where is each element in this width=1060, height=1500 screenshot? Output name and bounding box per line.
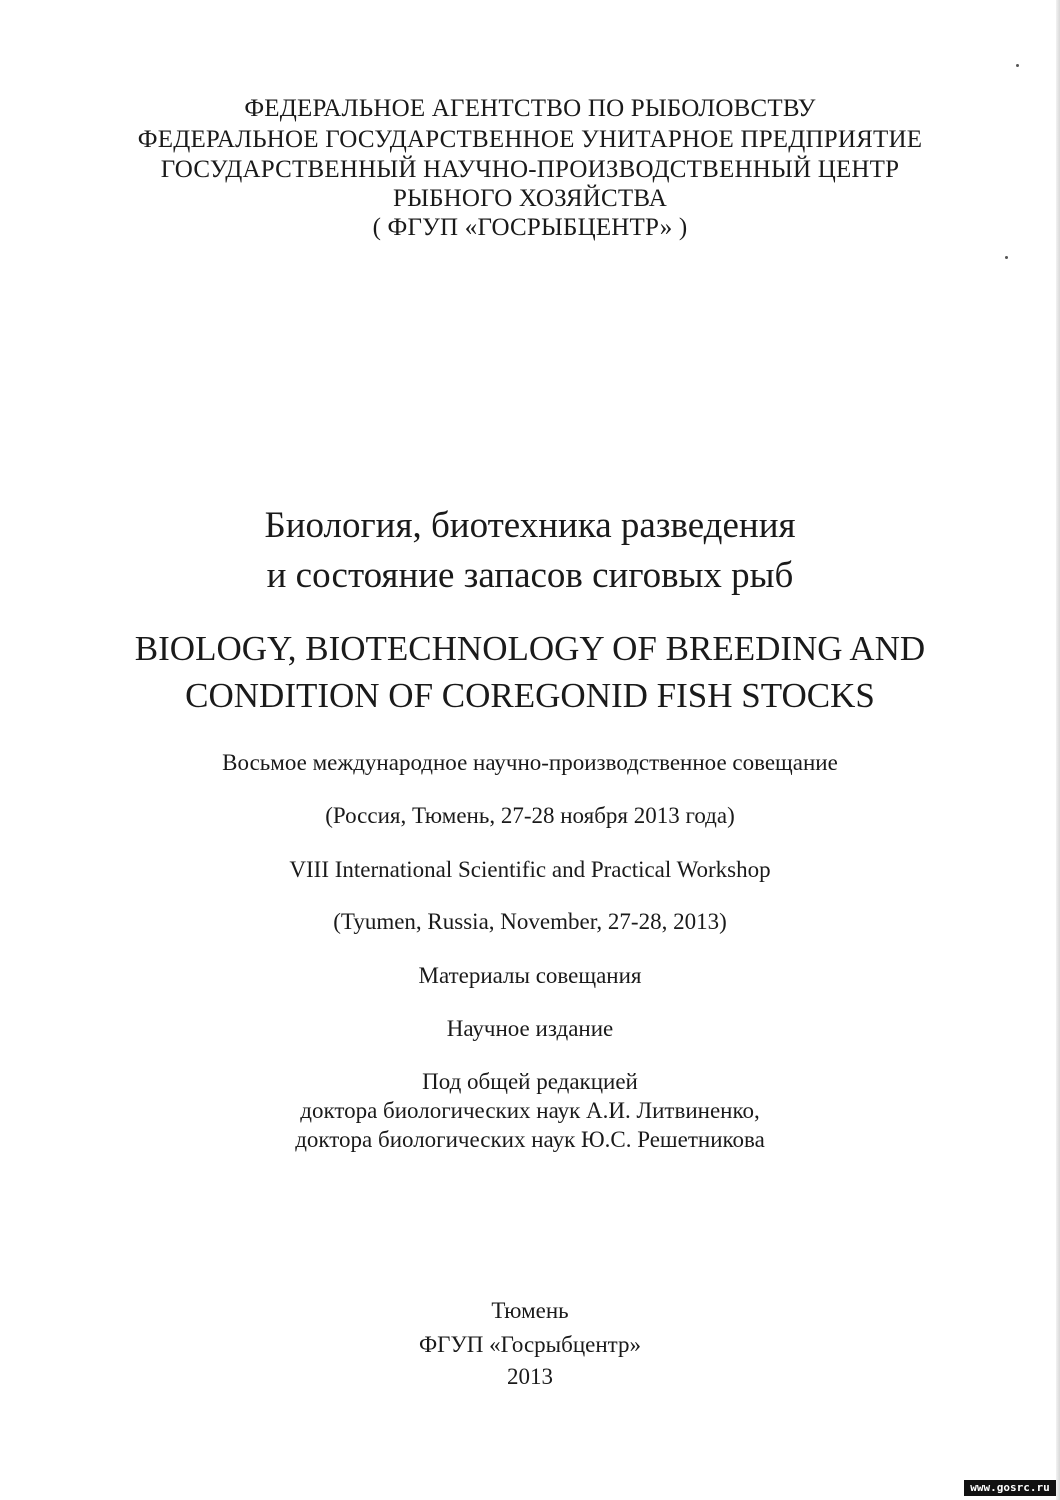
scan-speck xyxy=(1016,64,1019,67)
header-line-agency: ФЕДЕРАЛЬНОЕ АГЕНТСТВО ПО РЫБОЛОВСТВУ xyxy=(244,95,816,122)
header-line-center: ГОСУДАРСТВЕННЫЙ НАУЧНО-ПРОИЗВОДСТВЕННЫЙ ЦЕНТР xyxy=(160,156,900,183)
title-en-line-1: BIOLOGY, BIOTECHNOLOGY OF BREEDING AND xyxy=(134,629,926,668)
title-ru-line-2: и состояние запасов сиговых рыб xyxy=(266,555,794,596)
header-line-enterprise: ФЕДЕРАЛЬНОЕ ГОСУДАРСТВЕННОЕ УНИТАРНОЕ ПРЕДПРИЯТИЕ xyxy=(137,126,923,153)
meeting-name-en: VIII International Scientific and Practical Workshop xyxy=(289,857,771,882)
imprint-publisher: ФГУП «Госрыбцентр» xyxy=(419,1332,641,1357)
title-en-line-2: CONDITION OF COREGONID FISH STOCKS xyxy=(185,676,875,715)
imprint-year: 2013 xyxy=(507,1364,553,1389)
meeting-name-ru: Восьмое международное научно-производственное совещание xyxy=(222,750,838,775)
editor-litvinenko: доктора биологических наук А.И. Литвиненко, xyxy=(300,1098,760,1123)
site-watermark: www.gosrc.ru xyxy=(964,1480,1056,1496)
editor-reshetnikov: доктора биологических наук Ю.С. Решетникова xyxy=(295,1127,765,1152)
title-ru-line-1: Биология, биотехника разведения xyxy=(264,505,796,546)
meeting-place-date-ru: (Россия, Тюмень, 27-28 ноября 2013 года) xyxy=(325,803,735,828)
meeting-place-date-en: (Tyumen, Russia, November, 27-28, 2013) xyxy=(333,909,727,934)
editors-intro: Под общей редакцией xyxy=(422,1069,638,1094)
edition-type: Научное издание xyxy=(446,1016,614,1041)
header-line-fisheries: РЫБНОГО ХОЗЯЙСТВА xyxy=(393,185,667,212)
meeting-materials: Материалы совещания xyxy=(418,963,642,988)
scan-speck xyxy=(1005,256,1008,259)
header-line-abbreviation: ( ФГУП «ГОСРЫБЦЕНТР» ) xyxy=(372,214,688,241)
imprint-city: Тюмень xyxy=(491,1298,569,1323)
